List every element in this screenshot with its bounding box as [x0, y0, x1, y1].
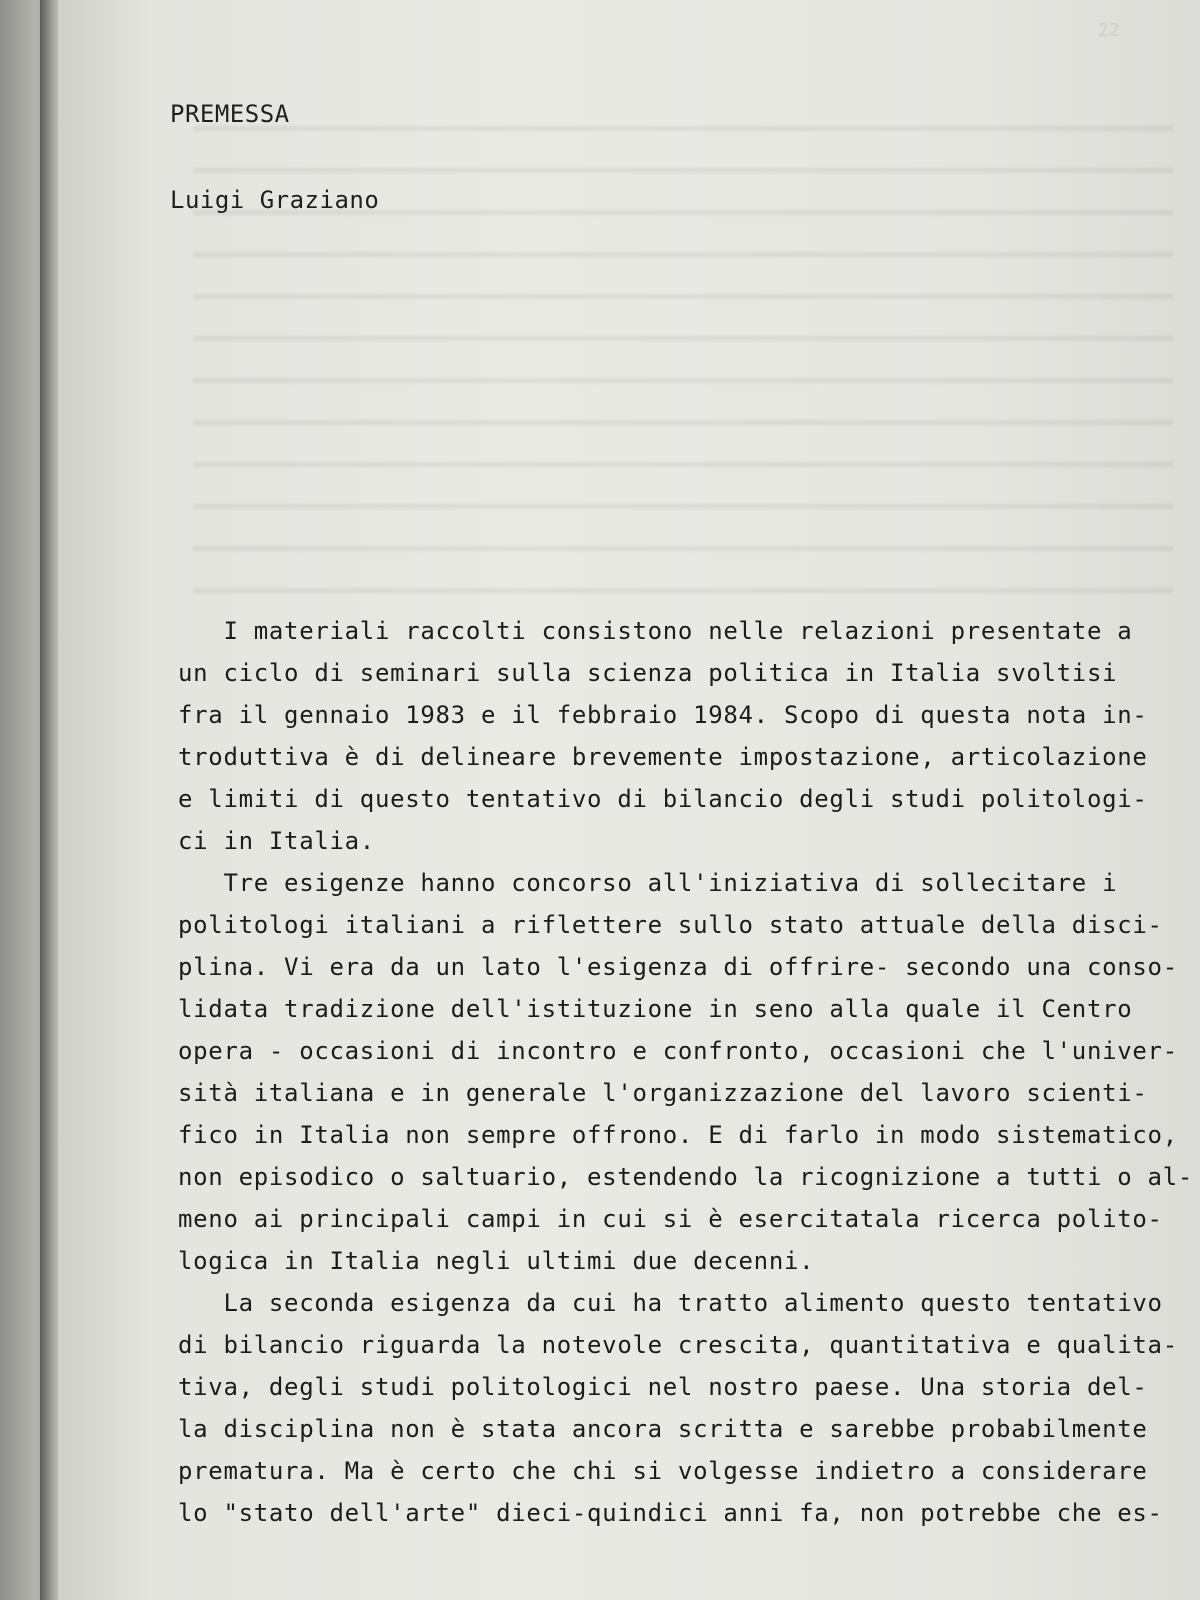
text-line: fra il gennaio 1983 e il febbraio 1984. Scopo di questa nota in- — [178, 701, 1148, 729]
text-line: sità italiana e in generale l'organizzazione del lavoro scienti- — [178, 1079, 1148, 1107]
show-through-text — [193, 100, 1173, 620]
text-line: fico in Italia non sempre offrono. E di farlo in modo sistematico, — [178, 1121, 1178, 1149]
text-line: plina. Vi era da un lato l'esigenza di offrire- secondo una conso- — [178, 953, 1178, 981]
text-line: tiva, degli studi politologici nel nostro paese. Una storia del- — [178, 1373, 1148, 1401]
page-number: 22 — [1098, 20, 1120, 41]
text-line: prematura. Ma è certo che chi si volgesse indietro a considerare — [178, 1457, 1148, 1485]
section-heading: PREMESSA — [170, 100, 290, 128]
text-line: Tre esigenze hanno concorso all'iniziativa di sollecitare i — [178, 869, 1118, 897]
text-line: I materiali raccolti consistono nelle relazioni presentate a — [178, 617, 1133, 645]
text-line: la disciplina non è stata ancora scritta e sarebbe probabilmente — [178, 1415, 1148, 1443]
text-line: e limiti di questo tentativo di bilancio degli studi politologi- — [178, 785, 1148, 813]
body-text — [178, 610, 1193, 1534]
text-line: La seconda esigenza da cui ha tratto alimento questo tentativo — [178, 1289, 1163, 1317]
text-line: meno ai principali campi in cui si è esercitatala ricerca polito- — [178, 1205, 1163, 1233]
book-page — [58, 0, 1200, 1600]
text-line: politologi italiani a riflettere sullo stato attuale della disci- — [178, 911, 1163, 939]
text-line: di bilancio riguarda la notevole crescita, quantitativa e qualita- — [178, 1331, 1178, 1359]
text-line: opera - occasioni di incontro e confronto, occasioni che l'univer- — [178, 1037, 1178, 1065]
text-line: ci in Italia. — [178, 827, 375, 855]
text-line: lo "stato dell'arte" dieci-quindici anni fa, non potrebbe che es- — [178, 1499, 1163, 1527]
text-line: logica in Italia negli ultimi due decenni. — [178, 1247, 815, 1275]
text-line: lidata tradizione dell'istituzione in seno alla quale il Centro — [178, 995, 1133, 1023]
text-line: troduttiva è di delineare brevemente impostazione, articolazione — [178, 743, 1148, 771]
text-line: non episodico o saltuario, estendendo la ricognizione a tutti o al- — [178, 1163, 1193, 1191]
text-line: un ciclo di seminari sulla scienza politica in Italia svoltisi — [178, 659, 1118, 687]
author-name: Luigi Graziano — [170, 186, 380, 214]
